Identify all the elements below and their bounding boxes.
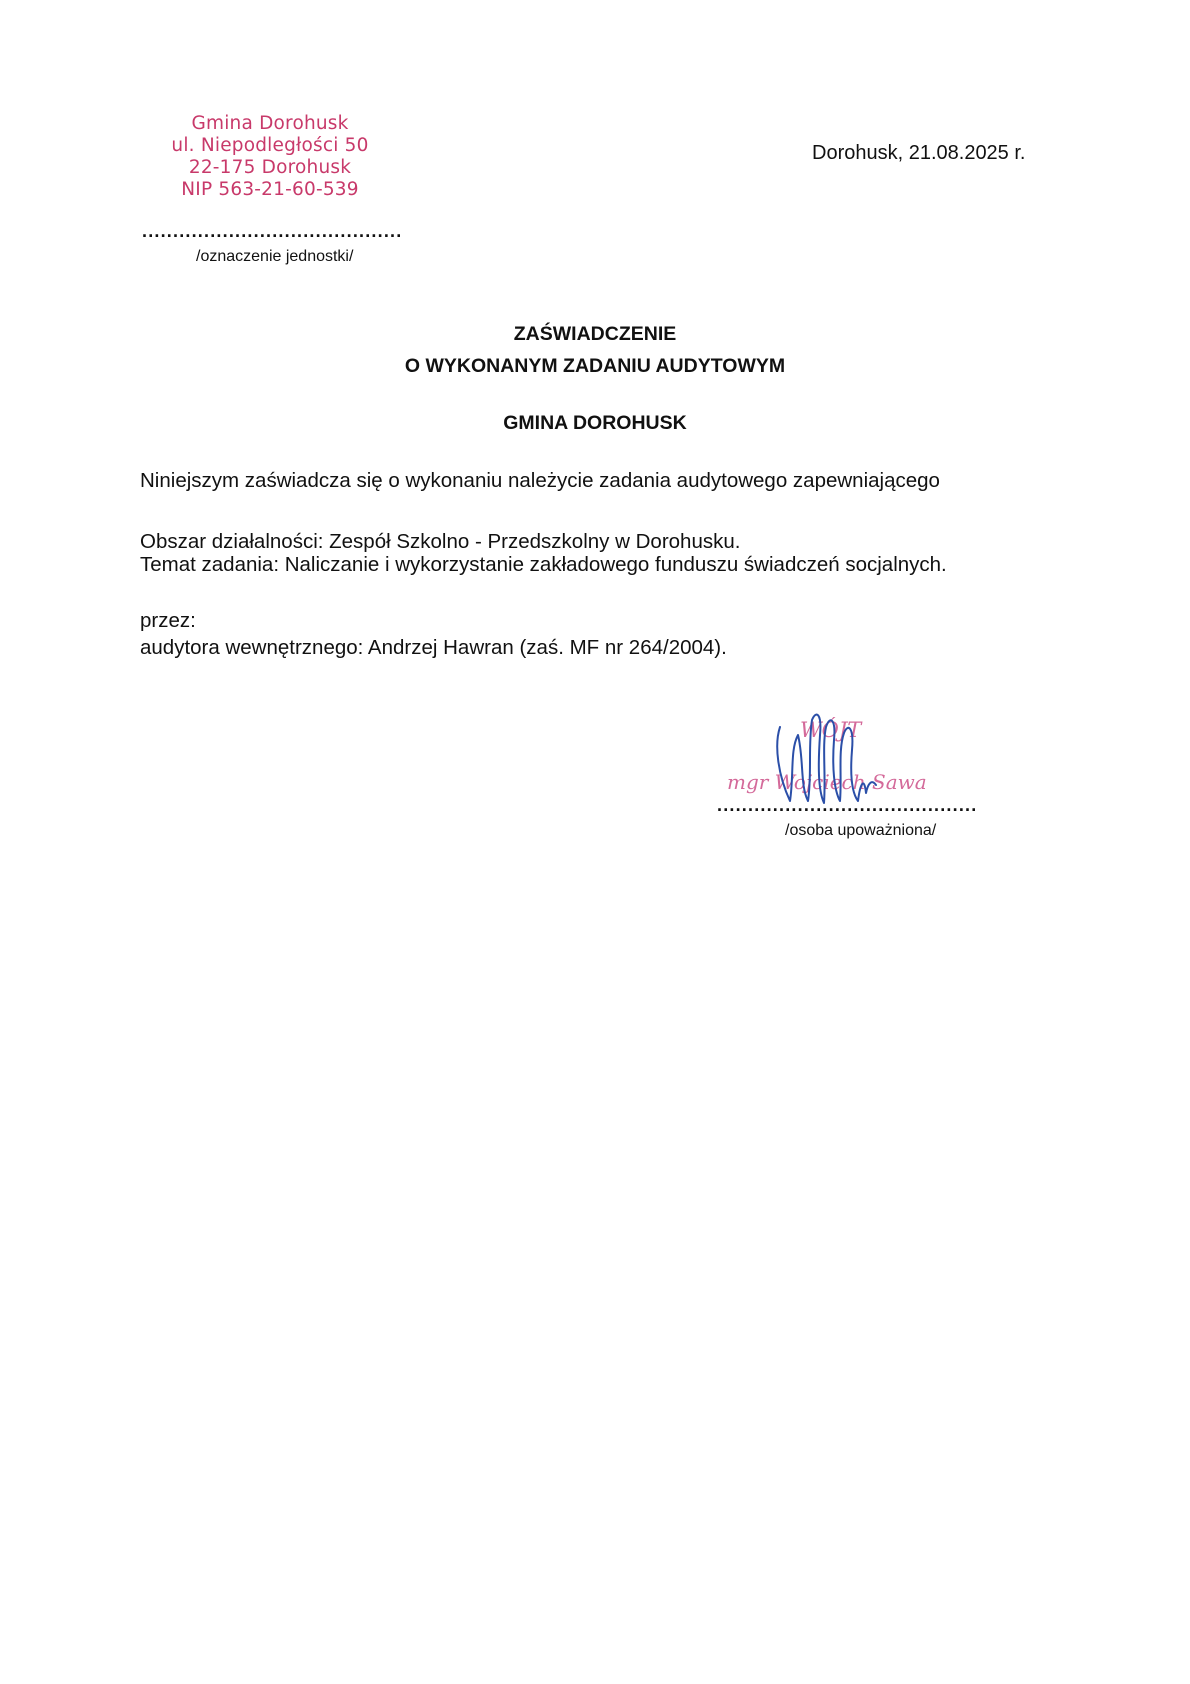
unit-dotted-line: ..........................................: [142, 221, 403, 241]
unit-stamp-line-name: Gmina Dorohusk: [191, 113, 349, 134]
place-date: Dorohusk, 21.08.2025 r.: [812, 142, 1026, 164]
signature-caption: /osoba upoważniona/: [785, 822, 937, 839]
unit-stamp-line-postal: 22-175 Dorohusk: [188, 157, 352, 178]
area-text: Obszar działalności: Zespół Szkolno - Przedszkolny w Dorohusku.: [140, 530, 741, 553]
unit-caption: /oznaczenie jednostki/: [196, 248, 354, 265]
unit-stamp-line-nip: NIP 563-21-60-539: [181, 179, 359, 200]
intro-text: Niniejszym zaświadcza się o wykonaniu należycie zadania audytowego zapewniającego: [140, 469, 940, 492]
signature-stroke: [777, 715, 876, 803]
document-entity: GMINA DOROHUSK: [503, 412, 687, 434]
topic-text: Temat zadania: Naliczanie i wykorzystanie zakładowego funduszu świadczeń socjalnych.: [140, 553, 947, 576]
signature-dotted-line: ..........................................: [717, 795, 978, 815]
signature-stamp-title: WÓJT: [800, 718, 862, 742]
by-label: przez:: [140, 609, 196, 632]
unit-stamp: [150, 113, 390, 201]
document-title: ZAŚWIADCZENIE: [513, 323, 677, 345]
document-subtitle: O WYKONANYM ZADANIU AUDYTOWYM: [404, 355, 786, 377]
unit-stamp-line-street: ul. Niepodległości 50: [171, 135, 369, 156]
signature-stamp-name: mgr Wojciech Sawa: [727, 770, 927, 794]
auditor-text: audytora wewnętrznego: Andrzej Hawran (zaś. MF nr 264/2004).: [140, 636, 727, 659]
